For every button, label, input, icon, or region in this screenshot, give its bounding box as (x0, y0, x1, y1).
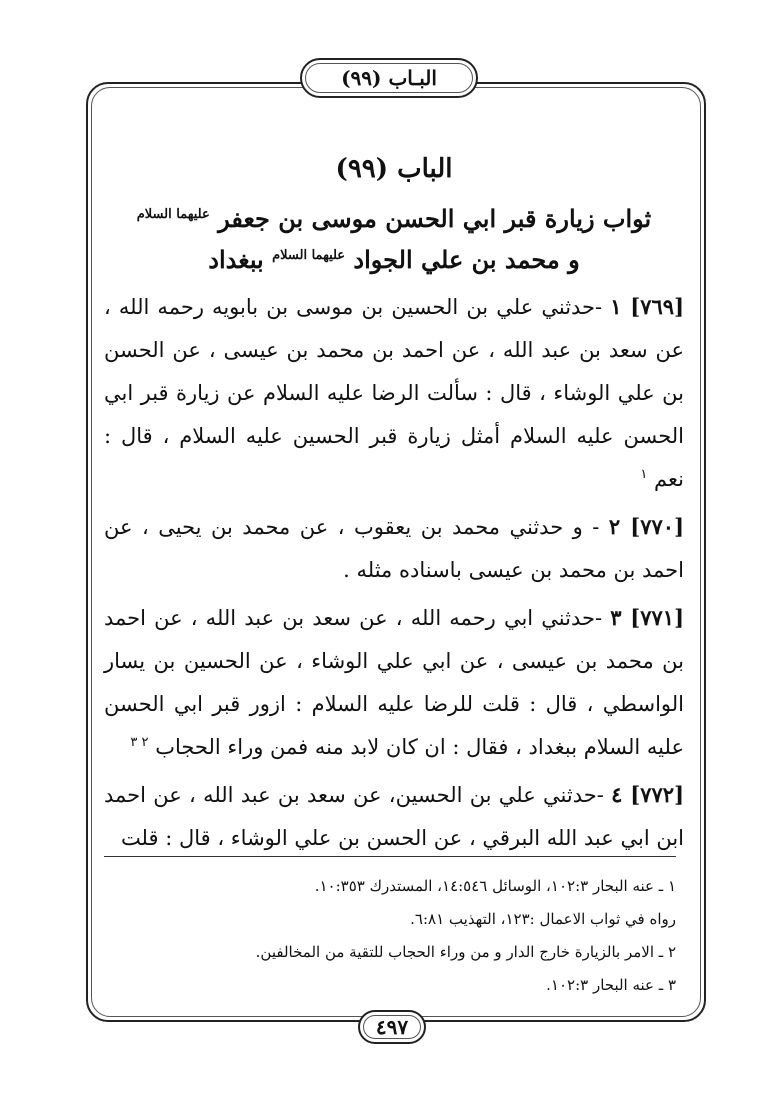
footnotes (104, 870, 676, 1002)
hadith-number: [٧٧٠] ٢ (608, 513, 685, 539)
hadith-text: -حدثني ابي رحمه الله ، عن سعد بن عبد الله ، عن احمد بن محمد بن عيسى ، عن ابي علي الوشاء ، عن الحسين بن يسار الواسطي ، قال : قلت للرضا عليه السلام : ازور قبر ابي الحسن عليه السلام ببغداد ، فقال : ان كان لابد منه فمن وراء الحجاب (104, 605, 684, 760)
chapter-subtitle-line-1 (104, 199, 684, 240)
footnote-item: ٢ ـ الامر بالزيارة خارج الدار و من وراء الحجاب للتقية من المخالفين. (255, 943, 676, 961)
footnote-marker: ٢ ٣ (130, 735, 149, 751)
subtitle-text: و محمد بن علي الجواد (353, 244, 580, 274)
footnote-item: ١ ـ عنه البحار ١٠٢:٣، الوسائل ١٤:٥٤٦، المستدرك ١٠:٣٥٣. (314, 877, 676, 895)
chapter-subtitle-line-2 (104, 240, 684, 281)
hadith-text: - و حدثني محمد بن يعقوب ، عن محمد بن يحيى ، عن احمد بن محمد بن عيسى باسناده مثله . (104, 514, 684, 582)
page-number-badge (358, 1010, 426, 1044)
hadith-paragraph (104, 285, 684, 501)
hadith-paragraph (104, 596, 684, 769)
footnote-item: ٣ ـ عنه البحار ١٠٢:٣. (546, 976, 676, 994)
hadith-text: -حدثني علي بن الحسين بن موسى بن بابويه رحمه الله ، عن سعد بن عبد الله ، عن احمد بن محمد بن عيسى ، عن الحسن بن علي الوشاء ، قال : سألت الرضا عليه السلام عن زيارة قبر ابي الحسن عليه السلام أمثل زيارة قبر الحسين عليه السلام ، قال : نعم (104, 294, 684, 491)
footnote-divider (104, 856, 676, 857)
running-title: البـاب (٩٩) (341, 66, 437, 90)
hadith-number: [٧٧٢] ٤ (611, 782, 684, 808)
salutation-glyph: عليهما السلام (272, 247, 346, 263)
footnote-marker: ١ (640, 466, 648, 482)
main-text (104, 150, 684, 860)
hadith-paragraph (104, 773, 684, 860)
hadith-number: [٧٦٩] ١ (610, 293, 684, 319)
subtitle-text: ثواب زيارة قبر ابي الحسن موسى بن جعفر (218, 204, 652, 233)
hadith-text: -حدثني علي بن الحسين، عن سعد بن عبد الله ، عن احمد ابن ابي عبد الله البرقي ، عن الحسن بن علي الوشاء ، قال : قلت (104, 783, 684, 851)
footnote-item: رواه في ثواب الاعمال :١٢٣، التهذيب ٦:٨١. (410, 910, 676, 928)
chapter-title: الباب (٩٩) (335, 154, 453, 184)
page-number: ٤٩٧ (375, 1015, 409, 1039)
subtitle-text: ببغداد (208, 244, 264, 274)
salutation-glyph: عليهما السلام (136, 207, 210, 222)
hadith-number: [٧٧١] ٣ (610, 604, 684, 630)
hadith-paragraph (104, 505, 684, 592)
running-header (300, 58, 478, 98)
